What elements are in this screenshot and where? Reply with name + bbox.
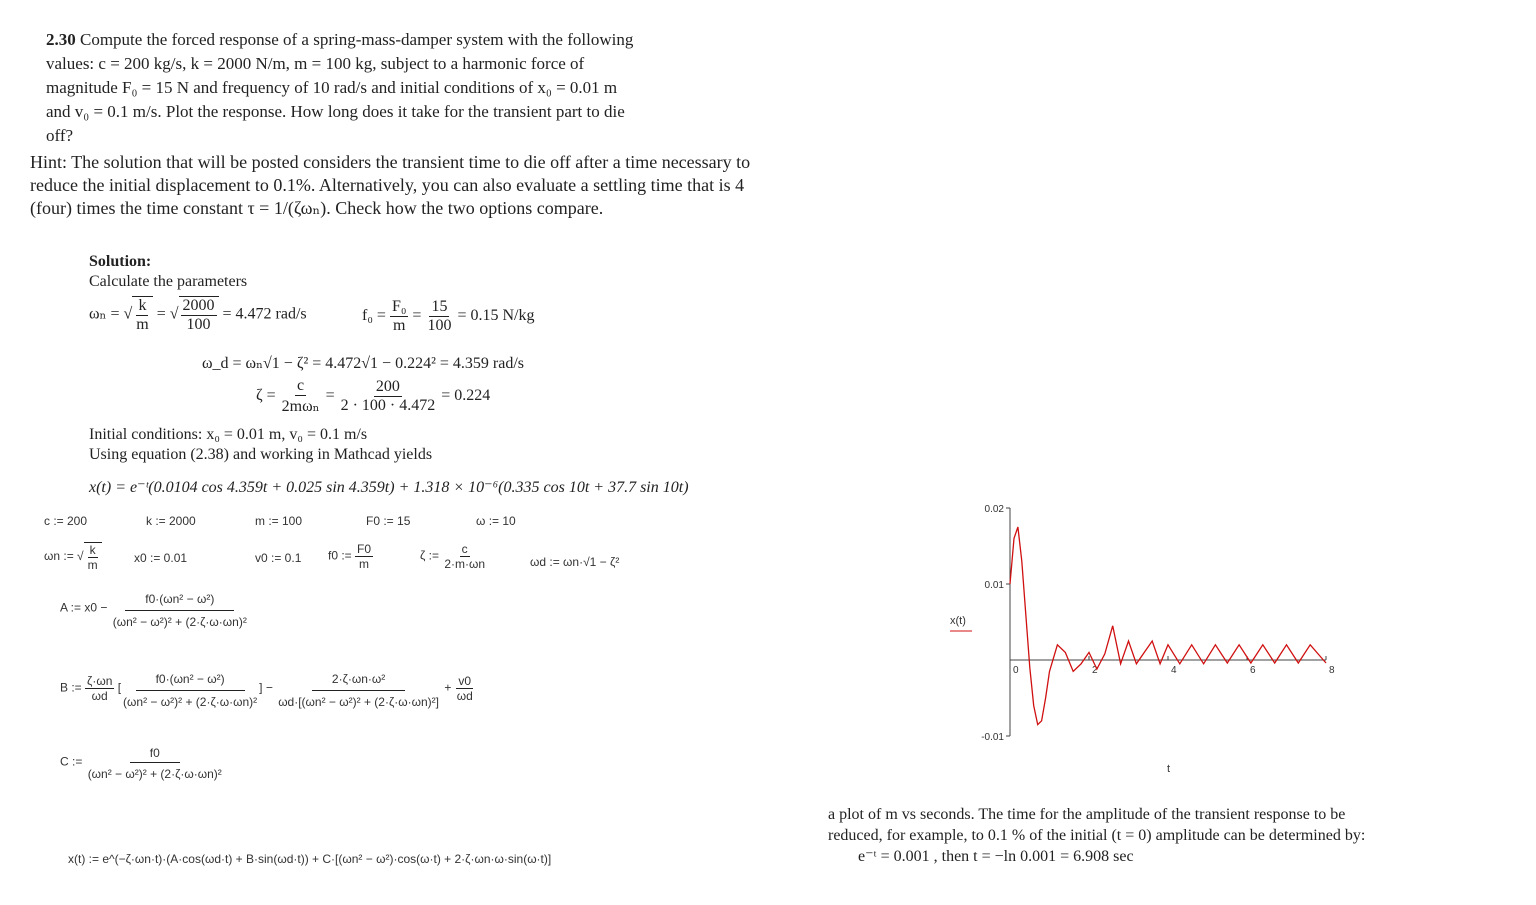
plot-caption bbox=[828, 804, 1365, 867]
calc-parameters-label: Calculate the parameters bbox=[89, 273, 248, 290]
mc-zeta-lhs: ζ := bbox=[420, 548, 439, 563]
wn-100: 100 bbox=[186, 316, 211, 333]
mc-m: m := 100 bbox=[255, 514, 303, 528]
caption-line-3: e⁻ᵗ = 0.001 , then t = −ln 0.001 = 6.908 sec bbox=[858, 848, 1134, 865]
mc-wd: ωd := ωn·√1 − ζ² bbox=[530, 555, 620, 569]
f0-15: 15 bbox=[431, 298, 448, 315]
wn-result: = 4.472 rad/s bbox=[222, 305, 307, 323]
mc-xt: x(t) := e^(−ζ·ωn·t)·(A·cos(ωd·t) + B·sin(ωd·t)) + C·[(ωn² − ω²)·cos(ω·t) + 2·ζ·ωn·ω·sin(ω·t)] bbox=[68, 852, 552, 866]
x-tick-label: 6 bbox=[1250, 665, 1256, 676]
mc-B-t3d: ωd bbox=[456, 689, 473, 703]
f0-result: = 0.15 N/kg bbox=[457, 307, 535, 325]
hint-paragraph: Hint: The solution that will be posted considers the transient time to die off after a time necessary to reduce the initial displacement to 0.1%. Alternatively, you can also evaluate a settling time that is 4 (four) times the time constant τ = 1/(ζωₙ). Check how the two options compare. bbox=[30, 152, 751, 218]
solution-heading: Solution: bbox=[89, 253, 152, 270]
mc-C-lhs: C := bbox=[60, 754, 83, 769]
mc-c: c := 200 bbox=[44, 514, 88, 528]
zeta-c: c bbox=[297, 377, 305, 394]
mc-B-t2n: 2·ζ·ωn·ω² bbox=[312, 668, 405, 691]
zeta-den: 2mωₙ bbox=[281, 398, 320, 415]
response-plot bbox=[940, 490, 1340, 780]
mc-k: k := 2000 bbox=[146, 514, 196, 528]
caption-line-2: reduced, for example, to 0.1 % of the initial (t = 0) amplitude can be determined by: bbox=[828, 827, 1366, 844]
f0-m: m bbox=[392, 317, 406, 334]
mc-B-t1d: (ωn² − ω²)² + (2·ζ·ω·ωn)² bbox=[123, 695, 258, 709]
response-equation: x(t) = e⁻ᵗ(0.0104 cos 4.359t + 0.025 sin 4.359t) + 1.318 × 10⁻⁶(0.335 cos 10t + 37.7 sin 10t) bbox=[89, 479, 689, 496]
wn-k: k bbox=[138, 297, 147, 314]
zeta-den2: 2 · 100 · 4.472 bbox=[340, 397, 436, 414]
mc-B-plus: + bbox=[444, 680, 452, 695]
mc-B-c1n: ζ·ωn bbox=[87, 674, 113, 688]
mc-B-minus: − bbox=[265, 680, 273, 695]
wn-2000: 2000 bbox=[182, 297, 215, 314]
x-tick-label: 8 bbox=[1329, 665, 1335, 676]
using-equation-text: Using equation (2.38) and working in Mathcad yields bbox=[89, 446, 433, 463]
mc-f0 bbox=[328, 542, 373, 571]
caption-line-1: a plot of m vs seconds. The time for the amplitude of the transient response to be bbox=[828, 806, 1346, 823]
mc-B-lhs: B := bbox=[60, 680, 82, 695]
y-tick-label: -0.01 bbox=[981, 732, 1004, 743]
mc-A-den: (ωn² − ω²)² + (2·ζ·ω·ωn)² bbox=[112, 615, 247, 629]
y-tick-label: 0.01 bbox=[984, 580, 1004, 591]
mc-zeta-num: c bbox=[461, 542, 468, 556]
problem-line-3: magnitude F₀ = 15 N and frequency of 10 rad/s and initial conditions of x₀ = 0.01 m bbox=[46, 78, 618, 97]
wn-m: m bbox=[136, 316, 149, 333]
problem-line-1: Compute the forced response of a spring-mass-damper system with the following bbox=[80, 30, 634, 49]
zeta-result: = 0.224 bbox=[441, 387, 491, 405]
mc-zeta bbox=[420, 542, 487, 571]
mc-B-t3n: v0 bbox=[458, 674, 472, 688]
mc-F0: F0 := 15 bbox=[366, 514, 411, 528]
mc-v0: v0 := 0.1 bbox=[255, 551, 302, 565]
mc-A-lhs: A := x0 − bbox=[60, 600, 108, 615]
mc-f0-num: F0 bbox=[357, 542, 372, 556]
initial-conditions: Initial conditions: x₀ = 0.01 m, v₀ = 0.1 m/s bbox=[89, 426, 368, 443]
problem-line-5: off? bbox=[46, 126, 74, 145]
problem-line-2: values: c = 200 kg/s, k = 2000 N/m, m = 100 kg, subject to a harmonic force of bbox=[46, 54, 585, 73]
y-tick-label: 0.02 bbox=[984, 504, 1004, 515]
y-axis-label: x(t) bbox=[950, 615, 966, 627]
wn-lhs: ωₙ = bbox=[89, 305, 120, 323]
response-curve bbox=[1010, 527, 1326, 725]
problem-number: 2.30 bbox=[46, 30, 76, 49]
mc-wn-m: m bbox=[87, 558, 98, 572]
f0-100: 100 bbox=[427, 317, 452, 334]
mc-C-den: (ωn² − ω²)² + (2·ζ·ω·ωn)² bbox=[87, 767, 222, 781]
zeta-200: 200 bbox=[375, 378, 400, 395]
x-tick-label: 0 bbox=[1013, 665, 1019, 676]
mc-B-c1d: ωd bbox=[91, 689, 108, 703]
mc-A bbox=[60, 588, 249, 629]
x-tick-label: 2 bbox=[1092, 665, 1098, 676]
mc-A-num: f0·(ωn² − ω²) bbox=[125, 588, 234, 611]
problem-statement bbox=[46, 28, 633, 148]
wd-equation: ω_d = ωₙ√1 − ζ² = 4.472√1 − 0.224² = 4.359 rad/s bbox=[202, 355, 524, 372]
mc-wn-k: k bbox=[89, 543, 96, 557]
mc-wn-lhs: ωn := bbox=[44, 549, 74, 564]
x-tick-label: 4 bbox=[1171, 665, 1177, 676]
mc-f0-lhs: f0 := bbox=[328, 548, 352, 563]
mc-omega: ω := 10 bbox=[476, 514, 516, 528]
f0-equation: f₀ = $\frac{\text{F₀}}{m}$ = $\frac{15}{100}$ = 0.15 N/kg bbox=[362, 298, 535, 334]
mc-wn: ωn := √ $\frac{k}{m}$ bbox=[44, 542, 102, 572]
mc-B: B := $\frac{\zeta\cdot\omega n}{\omega d}$ [ $\frac{\text{f0·(ωn² − ω²)}}{\text{(ωn² − ω²)² + (2·ζ·ω·ωn)²}}$ ] − $\frac{\text{2·ζ·ωn·ω²}}{\text{ωd·[(ωn² − ω²)² + (2·ζ·ω·ωn)²]}}$ + $\frac{v0}{\omega d}$ bbox=[60, 668, 475, 709]
mc-C-num: f0 bbox=[130, 744, 180, 763]
mc-B-t2d: ωd·[(ωn² − ω²)² + (2·ζ·ω·ωn)²] bbox=[278, 695, 439, 709]
x-axis-label: t bbox=[1167, 763, 1171, 775]
problem-line-4: and v₀ = 0.1 m/s. Plot the response. How long does it take for the transient part to die bbox=[46, 102, 625, 121]
mc-f0-den: m bbox=[359, 557, 370, 571]
f0-lhs: f₀ = bbox=[362, 307, 386, 325]
zeta-lhs: ζ = bbox=[256, 387, 276, 405]
mc-C bbox=[60, 744, 224, 781]
f0-F0: F₀ bbox=[391, 298, 407, 315]
zeta-equation: ζ = $\frac{c}{\text{2mωₙ}}$ = $\frac{200}{2 \cdot 100 \cdot 4.472}$ = 0.224 bbox=[256, 377, 491, 415]
wn-equation: ωₙ = √ $\frac{k}{m}$ = √ $\frac{2000}{100}$ = 4.472 rad/s bbox=[89, 297, 307, 333]
mc-x0: x0 := 0.01 bbox=[134, 551, 188, 565]
mc-zeta-den: 2·m·ωn bbox=[444, 557, 486, 571]
mc-B-t1n: f0·(ωn² − ω²) bbox=[136, 668, 245, 691]
